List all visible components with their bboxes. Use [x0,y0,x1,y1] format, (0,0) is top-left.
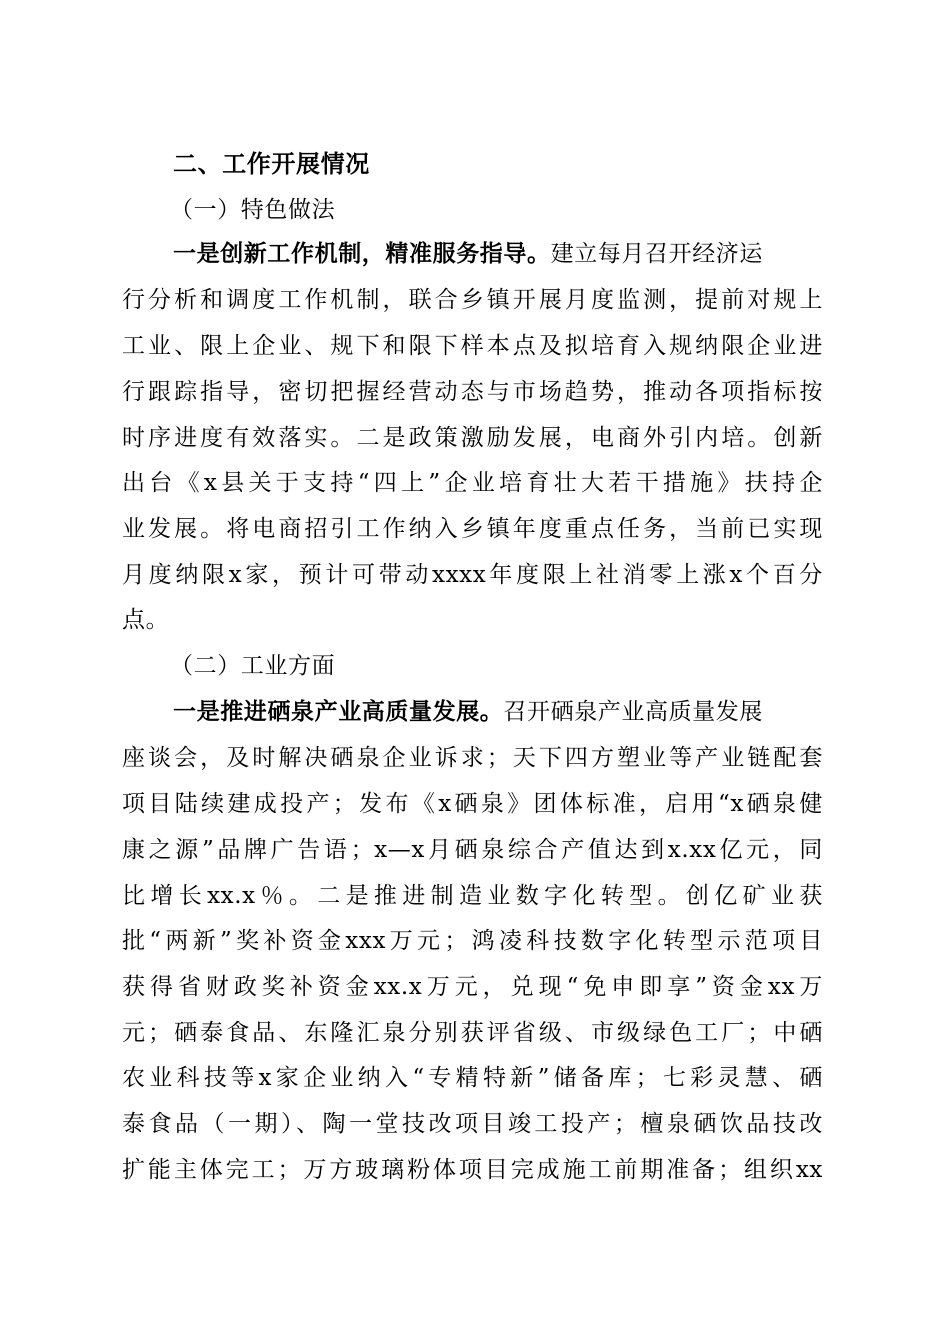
paragraph-1-line-4: 行跟踪指导，密切把握经营动态与市场趋势，推动各项指标按 [122,379,823,405]
paragraph-2-line-10: 泰食品（一期）、陶一堂技改项目竣工投产；檀泉硒饮品技改 [122,1111,823,1137]
section-heading: 二、工作开展情况 [173,150,370,178]
paragraph-2-line-4: 康之源”品牌广告语；x—x月硒泉综合产值达到x.xx亿元，同 [122,837,823,863]
paragraph-2-lead: 一是推进硒泉产业高质量发展。 [173,698,504,725]
paragraph-2-line-11: 扩能主体完工；万方玻璃粉体项目完成施工前期准备；组织xx [122,1157,823,1183]
paragraph-1-line-2: 行分析和调度工作机制，联合乡镇开展月度监测，提前对规上 [122,287,823,313]
subheading-1: （一）特色做法 [170,197,336,223]
paragraph-1-line-6: 出台《x县关于支持“四上”企业培育壮大若干措施》扶持企 [122,470,823,496]
paragraph-2-line-5: 比增长xx.x％。二是推进制造业数字化转型。创亿矿业获 [122,883,823,909]
paragraph-1-line-5: 时序进度有效落实。二是政策激励发展，电商外引内培。创新 [122,425,823,451]
subheading-2: （二）工业方面 [170,653,336,679]
paragraph-1-line-8: 月度纳限x家，预计可带动xxxx年度限上社消零上涨x个百分 [122,562,823,588]
paragraph-2-line-9: 农业科技等x家企业纳入“专精特新”储备库；七彩灵慧、硒 [122,1065,823,1091]
paragraph-2-line-2: 座谈会，及时解决硒泉企业诉求；天下四方塑业等产业链配套 [122,745,823,771]
paragraph-1-line-7: 业发展。将电商招引工作纳入乡镇年度重点任务，当前已实现 [122,516,823,542]
paragraph-2-line-6: 批“两新”奖补资金xxx万元；鸿凌科技数字化转型示范项目 [122,928,823,954]
paragraph-2-line-8: 元；硒泰食品、东隆汇泉分别获评省级、市级绿色工厂；中硒 [122,1020,823,1046]
paragraph-1-lead: 一是创新工作机制，精准服务指导。 [173,240,551,267]
paragraph-2-line-3: 项目陆续建成投产；发布《x硒泉》团体标准，启用“x硒泉健 [122,791,823,817]
paragraph-2-line-7: 获得省财政奖补资金xx.x万元，兑现“免申即享”资金xx万 [122,974,823,1000]
paragraph-1-line-3: 工业、限上企业、规下和限下样本点及拟培育入规纳限企业进 [122,333,823,359]
paragraph-1-line-1: 一是创新工作机制，精准服务指导。建立每月召开经济运 [173,234,823,274]
paragraph-2-line-1: 一是推进硒泉产业高质量发展。召开硒泉产业高质量发展 [173,692,823,732]
paragraph-1-line-9: 点。 [122,607,170,633]
